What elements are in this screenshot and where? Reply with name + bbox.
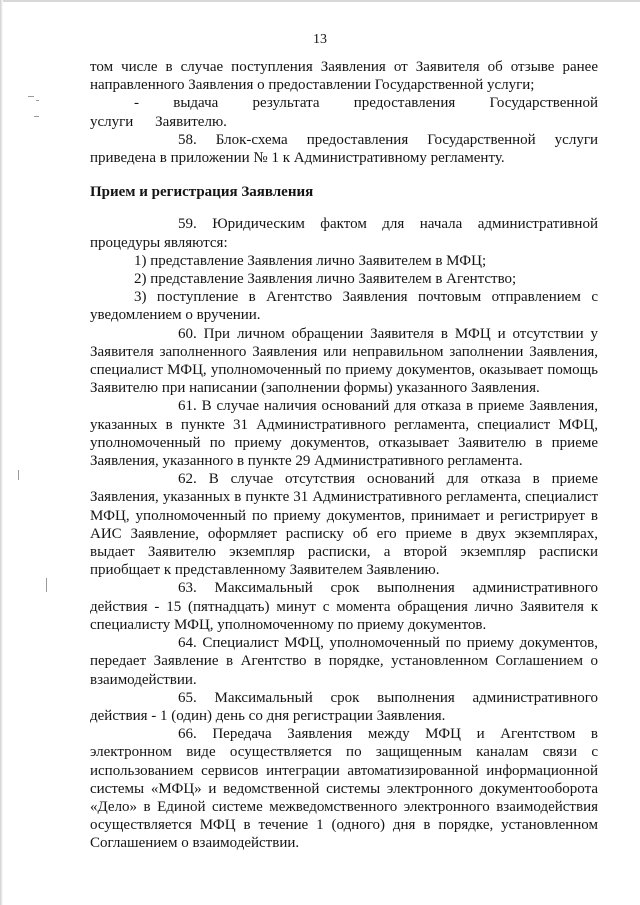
paragraph-60: 60. При личном обращении Заявителя в МФЦ и отсутствии у Заявителя заполненного Заявления или неправильном заполнении Заявления, специалист МФЦ, уполномоченный по приему документов, оказывает помощь Заявителю при написании (заполнении формы) указанного Заявления. <box>90 325 599 397</box>
item-number: 64. <box>178 635 197 652</box>
paragraph-continuation: том числе в случае поступления Заявления от Заявителя об отзыве ранее направленного Заявления о предоставлении Государственной услуги; <box>90 59 598 94</box>
list-item: 3) поступление в Агентство Заявления почтовым отправлением с уведомлением о вручении. <box>90 289 598 324</box>
paragraph-66: 66. Передача Заявления между МФЦ и Агентством в электронном виде осуществляется по защищенным каналам связи с использованием сервисов интеграции автоматизированной информационной системы «МФЦ» и ведомственной системы электронного документооборота «Дело» в Единой системе межведомственного электронного взаимодействия осуществляется МФЦ в течение 1 (одного) дня в порядке, установленном Соглашением о взаимодействии. <box>90 726 598 852</box>
scan-mark <box>34 116 39 117</box>
item-number: 63. <box>178 580 197 597</box>
paragraph-64: 64. Специалист МФЦ, уполномоченный по приему документов, передает Заявление в Агентство в порядке, установленном Соглашением о взаимодействии. <box>90 635 599 688</box>
scan-mark <box>18 470 19 480</box>
section-heading: Прием и регистрация Заявления <box>90 184 314 201</box>
item-number: 65. <box>178 689 197 706</box>
item-number: 61. <box>178 398 197 415</box>
paragraph-65: 65. Максимальный срок выполнения административного действия - 1 (один) день со дня регистрации Заявления. <box>90 689 599 724</box>
scan-edge-top <box>0 0 640 2</box>
scan-mark <box>36 100 39 101</box>
document-body <box>90 58 598 853</box>
item-number: 66. <box>178 726 197 743</box>
item-number: 58. <box>178 131 197 148</box>
item-number: 60. <box>178 325 197 342</box>
page-number: 13 <box>313 32 327 47</box>
paragraph-62: 62. В случае отсутствия оснований для отказа в приеме Заявления, указанных в пункте 31 Административного регламента, специалист МФЦ, уполномоченный по приему документов, принимает и регистрирует в АИС Заявление, оформляет расписку об его приеме в двух экземплярах, выдает Заявителю экземпляр расписки, а второй экземпляр расписки приобщает к представленному Заявителем Заявлению. <box>90 471 598 579</box>
paragraph-61: 61. В случае наличия оснований для отказа в приеме Заявления, указанных в пункте 31 Административного регламента, специалист МФЦ, уполномоченный по приему документов, отказывает Заявителю в приеме Заявления, указанного в пункте 29 Административного регламента. <box>90 398 598 470</box>
item-number: 62. <box>178 471 197 488</box>
paragraph-bullet: - выдача результата предоставления Государственной услуги Заявителю. <box>90 95 598 130</box>
list-item: 2) представление Заявления лично Заявителем в Агентство; <box>134 271 517 288</box>
scan-mark <box>28 96 34 97</box>
paragraph-59: 59. Юридическим фактом для начала административной процедуры являются: <box>90 216 598 251</box>
paragraph-63: 63. Максимальный срок выполнения административного действия - 15 (пятнадцать) минут с момента обращения лично Заявителя к специалисту МФЦ, уполномоченному по приему документов. <box>90 580 599 633</box>
list-item: 1) представление Заявления лично Заявителем в МФЦ; <box>134 252 487 269</box>
item-number: 59. <box>178 216 197 233</box>
paragraph-58: 58. Блок-схема предоставления Государственной услуги приведена в приложении № 1 к Административному регламенту. <box>90 131 598 167</box>
scan-edge-left <box>0 0 3 905</box>
scan-mark <box>46 578 47 592</box>
